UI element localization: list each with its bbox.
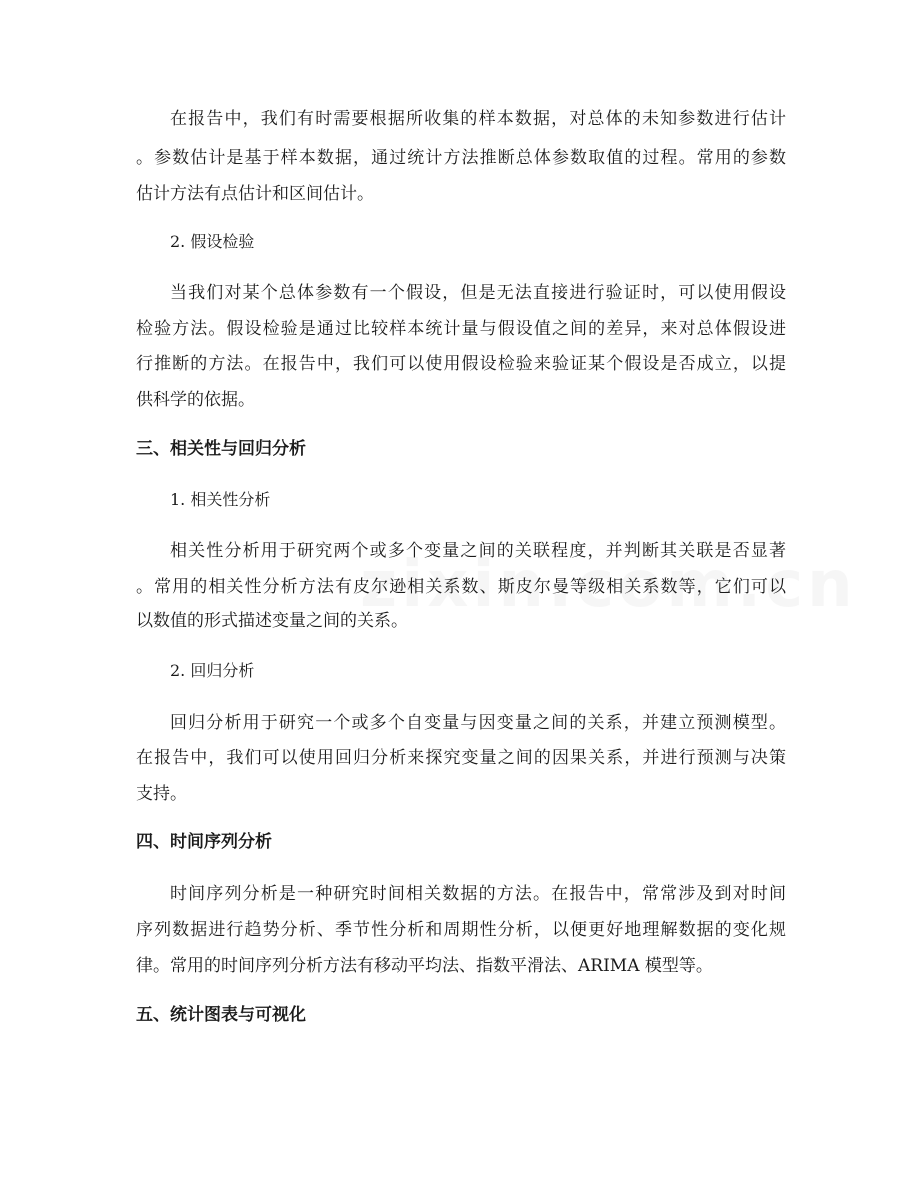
subheading-correlation-analysis: 1. 相关性分析 <box>170 490 271 509</box>
paragraph-hypothesis-line-4: 供科学的依据。 <box>136 390 255 410</box>
paragraph-hypothesis-line-2: 检验方法。假设检验是通过比较样本统计量与假设值之间的差异，来对总体假设进 <box>136 319 786 339</box>
paragraph-estimation-line-3: 估计方法有点估计和区间估计。 <box>136 184 374 204</box>
paragraph-regression-line-3: 支持。 <box>136 784 187 804</box>
paragraph-hypothesis-line-3: 行推断的方法。在报告中，我们可以使用假设检验来验证某个假设是否成立，以提 <box>136 354 786 374</box>
paragraph-hypothesis-line-1: 当我们对某个总体参数有一个假设，但是无法直接进行验证时，可以使用假设 <box>170 283 786 303</box>
paragraph-regression-line-2: 在报告中，我们可以使用回归分析来探究变量之间的因果关系，并进行预测与决策 <box>136 748 786 768</box>
section-heading-time-series: 四、时间序列分析 <box>136 832 272 852</box>
subheading-regression-analysis: 2. 回归分析 <box>170 661 255 680</box>
paragraph-correlation-line-1: 相关性分析用于研究两个或多个变量之间的关联程度，并判断其关联是否显著 <box>170 541 786 561</box>
paragraph-correlation-line-2: 。常用的相关性分析方法有皮尔逊相关系数、斯皮尔曼等级相关系数等，它们可以 <box>136 577 786 597</box>
section-heading-charts-visualization: 五、统计图表与可视化 <box>136 1005 306 1025</box>
paragraph-time-series-line-2: 序列数据进行趋势分析、季节性分析和周期性分析，以便更好地理解数据的变化规 <box>136 920 786 940</box>
paragraph-regression-line-1: 回归分析用于研究一个或多个自变量与因变量之间的关系，并建立预测模型。 <box>170 713 786 733</box>
paragraph-correlation-line-3: 以数值的形式描述变量之间的关系。 <box>136 611 408 631</box>
subheading-hypothesis-testing: 2. 假设检验 <box>170 232 255 251</box>
section-heading-correlation-regression: 三、相关性与回归分析 <box>136 439 306 459</box>
paragraph-estimation-line-2: 。参数估计是基于样本数据，通过统计方法推断总体参数取值的过程。常用的参数 <box>136 148 786 168</box>
paragraph-estimation-line-1: 在报告中，我们有时需要根据所收集的样本数据，对总体的未知参数进行估计 <box>170 109 786 129</box>
paragraph-time-series-line-3: 律。常用的时间序列分析方法有移动平均法、指数平滑法、ARIMA 模型等。 <box>136 956 713 976</box>
paragraph-time-series-line-1: 时间序列分析是一种研究时间相关数据的方法。在报告中，常常涉及到对时间 <box>170 884 786 904</box>
